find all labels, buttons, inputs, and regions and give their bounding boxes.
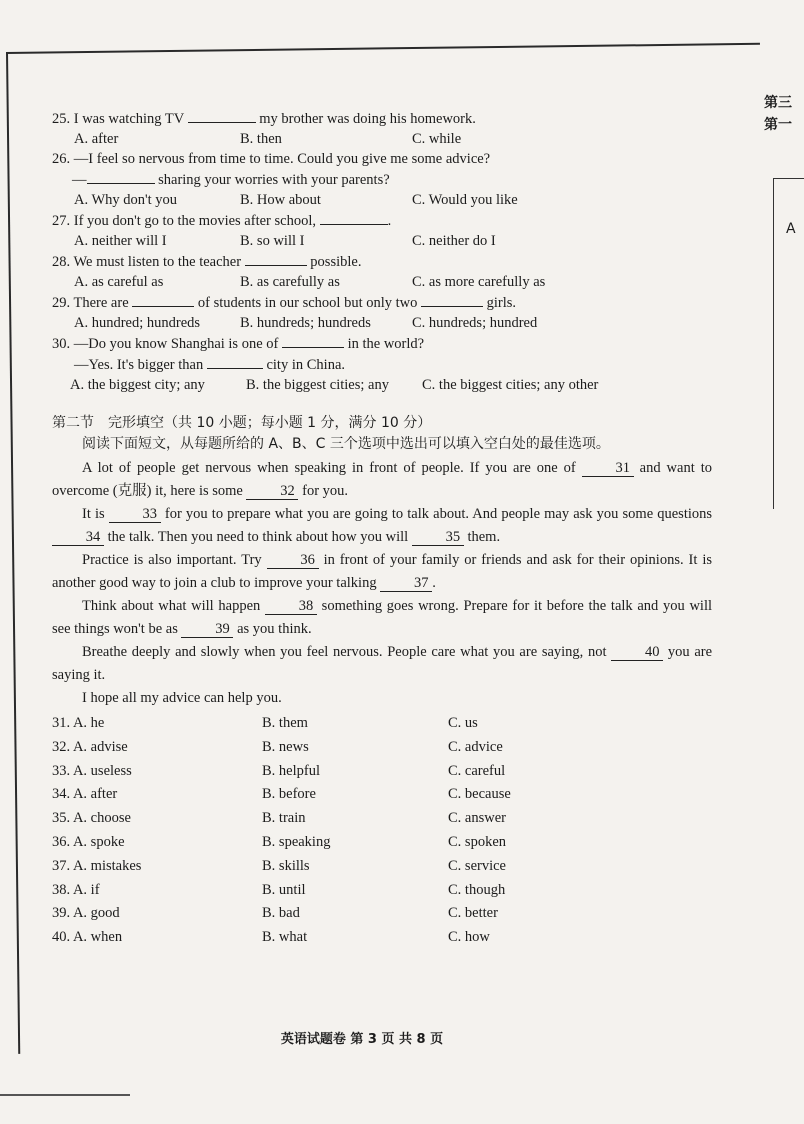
option-a[interactable]: 40. A. when — [52, 929, 123, 946]
question-27: 27. If you don't go to the movies after school, . A. neither will I B. so will I C. neither do I — [52, 210, 712, 251]
blank-38[interactable]: 38 — [265, 598, 317, 615]
option-a: A. the biggest city; any — [70, 377, 205, 393]
option-c: C. while — [412, 131, 462, 147]
option-c[interactable]: C. how — [448, 929, 490, 946]
blank-37[interactable]: 37 — [380, 575, 432, 592]
passage-paragraph-3: Practice is also important. Try 36 in front of your family or friends and ask for their opinions. It is another good way to join a club to improve your talking 37 . — [52, 552, 713, 591]
passage-paragraph-4: Think about what will happen 38 something goes wrong. Prepare for it before the talk and you will see things won't be as 39 as you think. — [52, 598, 713, 637]
choice-row-34 — [52, 783, 712, 807]
choice-row-39 — [52, 902, 712, 926]
option-b[interactable]: B. them — [262, 715, 308, 731]
next-page-edge-text-1: 第三 — [764, 95, 792, 111]
option-b[interactable]: B. helpful — [262, 762, 320, 779]
cloze-choices — [52, 712, 712, 950]
option-c: C. neither do I — [412, 233, 496, 249]
option-c[interactable]: C. advice — [448, 738, 503, 755]
blank-36[interactable]: 36 — [267, 552, 319, 569]
option-a: A. hundred; hundreds — [74, 315, 201, 331]
choice-row-40 — [52, 926, 712, 950]
scan-edge-line — [0, 1094, 130, 1096]
answer-blank[interactable] — [207, 354, 263, 369]
option-c: C. hundreds; hundred — [412, 315, 538, 331]
question-26: 26. —I feel so nervous from time to time. Could you give me some advice? — sharing your worries with your parents? A. Why don't you B. How about C. Would you like — [52, 151, 518, 208]
answer-blank[interactable] — [320, 210, 388, 225]
question-30: 30. —Do you know Shanghai is one of in the world? —Yes. It's bigger than city in China. A. the biggest city; any B. the biggest cities; any C. the biggest cities; any other — [52, 333, 712, 395]
choice-row-32 — [52, 736, 712, 760]
next-page-edge-letter: A — [786, 221, 796, 237]
option-c[interactable]: C. better — [448, 905, 498, 922]
passage-paragraph-6: I hope all my advice can help you. — [82, 690, 282, 706]
choice-row-33 — [52, 760, 712, 784]
option-b[interactable]: B. skills — [262, 857, 310, 874]
option-b[interactable]: B. news — [262, 738, 309, 755]
option-a: A. Why don't you — [74, 192, 178, 208]
blank-39[interactable]: 39 — [181, 621, 233, 638]
option-a[interactable]: 31. A. he — [52, 715, 105, 731]
option-b: B. How about — [240, 192, 321, 208]
option-b[interactable]: B. speaking — [262, 833, 331, 850]
choice-row-38 — [52, 879, 712, 903]
option-c[interactable]: C. though — [448, 881, 506, 898]
choice-row-35 — [52, 807, 712, 831]
blank-40[interactable]: 40 — [611, 644, 663, 661]
option-c: C. the biggest cities; any other — [422, 377, 599, 393]
option-c[interactable]: C. spoken — [448, 833, 506, 850]
option-b[interactable]: B. what — [262, 929, 308, 946]
passage-paragraph-5: Breathe deeply and slowly when you feel nervous. People care what you are saying, not 40 you are saying it. — [52, 644, 713, 683]
blank-34[interactable]: 34 — [52, 529, 104, 546]
answer-blank[interactable] — [87, 169, 155, 184]
blank-35[interactable]: 35 — [412, 529, 464, 546]
answer-blank[interactable] — [132, 292, 194, 307]
question-29: 29. There are of students in our school but only two girls. A. hundred; hundreds B. hundreds; hundreds C. hundreds; hundred — [52, 292, 712, 333]
answer-blank[interactable] — [188, 108, 256, 123]
page-footer: 英语试题卷 第 3 页 共 8 页 — [280, 1032, 444, 1047]
option-b: B. so will I — [240, 233, 305, 249]
option-b: B. hundreds; hundreds — [240, 315, 371, 331]
option-a[interactable]: 34. A. after — [52, 786, 118, 803]
option-c: C. Would you like — [412, 192, 518, 208]
option-a[interactable]: 36. A. spoke — [52, 833, 125, 850]
option-b: B. as carefully as — [240, 274, 340, 290]
option-a[interactable]: 39. A. good — [52, 905, 120, 922]
option-a: A. after — [74, 131, 119, 147]
blank-32[interactable]: 32 — [246, 483, 298, 500]
option-c[interactable]: C. careful — [448, 762, 506, 779]
blank-31[interactable]: 31 — [582, 460, 634, 477]
option-b: B. the biggest cities; any — [246, 377, 389, 393]
exam-content — [52, 108, 712, 950]
next-page-edge-text-2: 第一 — [764, 117, 792, 133]
option-a[interactable]: 38. A. if — [52, 881, 100, 898]
cloze-passage — [52, 457, 712, 710]
answer-blank[interactable] — [421, 292, 483, 307]
option-b: B. then — [240, 131, 282, 147]
option-a[interactable]: 37. A. mistakes — [52, 857, 142, 874]
option-a: A. as careful as — [74, 274, 164, 290]
option-c[interactable]: C. because — [448, 786, 511, 803]
answer-blank[interactable] — [245, 251, 307, 266]
section-instructions: 阅读下面短文，从每题所给的 A、B、C 三个选项中选出可以填入空白处的最佳选项。 — [82, 436, 610, 452]
passage-paragraph-2: It is 33 for you to prepare what you are going to talk about. And people may ask you some questions 34 the talk. Then you need to think about how you will 35 them. — [52, 503, 712, 549]
choice-row-31 — [52, 712, 712, 736]
section-title: 第二节 完形填空（共 10 小题；每小题 1 分，满分 10 分） — [52, 415, 432, 431]
blank-33[interactable]: 33 — [109, 506, 161, 523]
answer-blank[interactable] — [282, 333, 344, 348]
option-b[interactable]: B. until — [262, 881, 306, 898]
option-b[interactable]: B. train — [262, 810, 306, 827]
question-28: 28. We must listen to the teacher possible. A. as careful as B. as carefully as C. as more carefully as — [52, 251, 712, 292]
next-page-edge-box — [773, 178, 804, 509]
passage-paragraph-1: A lot of people get nervous when speaking in front of people. If you are one of 31 and want to overcome (克服) it, here is some 32 for you. — [52, 460, 712, 499]
option-c: C. as more carefully as — [412, 274, 546, 290]
option-b[interactable]: B. bad — [262, 905, 300, 922]
choice-row-37 — [52, 855, 712, 879]
option-c[interactable]: C. answer — [448, 810, 506, 827]
question-25: 25. I was watching TV my brother was doing his homework. A. after B. then C. while — [52, 108, 712, 149]
choice-row-36 — [52, 831, 712, 855]
option-c[interactable]: C. service — [448, 857, 506, 874]
option-a[interactable]: 35. A. choose — [52, 810, 131, 827]
option-a: A. neither will I — [74, 233, 167, 249]
option-b[interactable]: B. before — [262, 786, 316, 803]
option-a[interactable]: 33. A. useless — [52, 762, 132, 779]
option-c[interactable]: C. us — [448, 715, 478, 731]
option-a[interactable]: 32. A. advise — [52, 738, 128, 755]
